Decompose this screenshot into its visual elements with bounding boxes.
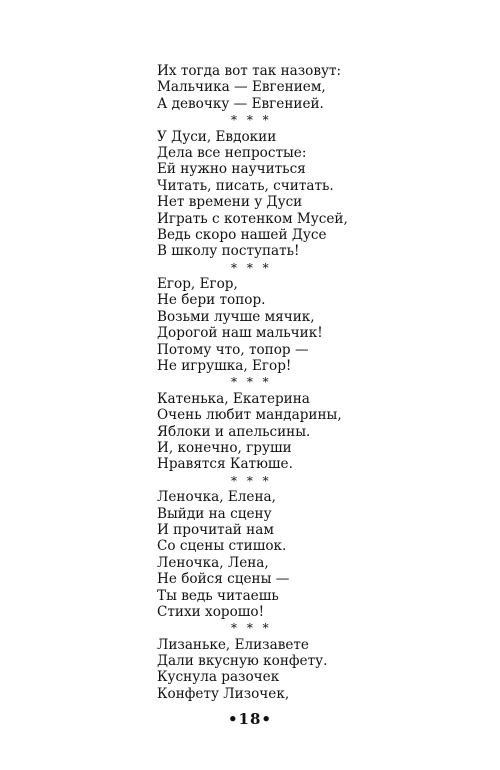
poem-line: Читать, писать, считать. xyxy=(157,177,334,194)
stanza-separator: * * * xyxy=(231,621,272,636)
poem-line: Со сцены стишок. xyxy=(157,538,287,555)
stanza-separator: * * * xyxy=(231,473,272,488)
poem-line: И, конечно, груши xyxy=(157,439,292,456)
poem-line: Не игрушка, Егор! xyxy=(157,358,292,375)
poem-line: Очень любит мандарины, xyxy=(157,407,342,424)
poem-line: Куснула разочек xyxy=(157,669,280,686)
poem-line: Ты ведь читаешь xyxy=(157,587,279,604)
poem-text xyxy=(157,63,457,702)
poem-line: В школу поступать! xyxy=(157,243,300,260)
stanza-separator: * * * xyxy=(231,113,272,128)
poem-line: Конфету Лизочек, xyxy=(157,685,290,702)
poem-line: Дали вкусную конфету. xyxy=(157,653,328,670)
poem-line: Яблоки и апельсины. xyxy=(157,423,311,440)
poem-line: Ведь скоро нашей Дусе xyxy=(157,226,327,243)
poem-line: А девочку — Евгенией. xyxy=(157,95,324,112)
poem-line: Не бери топор. xyxy=(157,292,266,309)
poem-line: Не бойся сцены — xyxy=(157,571,290,588)
poem-line: Ей нужно научиться xyxy=(157,161,306,178)
poem-line: У Дуси, Евдокии xyxy=(157,128,277,145)
poem-line: Мальчика — Евгением, xyxy=(157,79,326,96)
poem-line: Стихи хорошо! xyxy=(157,603,265,620)
poem-line: Леночка, Елена, xyxy=(157,489,276,506)
stanza-separator: * * * xyxy=(231,260,272,275)
poem-line: Выйди на сцену xyxy=(157,505,272,522)
poem-line: Дела все непростые: xyxy=(157,144,307,161)
poem-line: Катенька, Екатерина xyxy=(157,390,310,407)
poem-line: Играть с котенком Мусей, xyxy=(157,210,348,227)
poem-line: Их тогда вот так назовут: xyxy=(157,63,342,79)
poem-line: Потому что, топор — xyxy=(157,341,309,358)
poem-line: Нет времени у Дуси xyxy=(157,194,303,211)
poem-line: Леночка, Лена, xyxy=(157,554,269,571)
poem-line: Лизаньке, Елизавете xyxy=(157,636,309,653)
poem-line: И прочитай нам xyxy=(157,521,274,538)
poem-line: Егор, Егор, xyxy=(157,276,238,293)
page-number: •18• xyxy=(227,710,273,728)
poem-line: Нравятся Катюше. xyxy=(157,456,293,473)
stanza-separator: * * * xyxy=(231,375,272,390)
poem-line: Дорогой наш мальчик! xyxy=(157,325,323,342)
poem-line: Возьми лучше мячик, xyxy=(157,308,315,325)
